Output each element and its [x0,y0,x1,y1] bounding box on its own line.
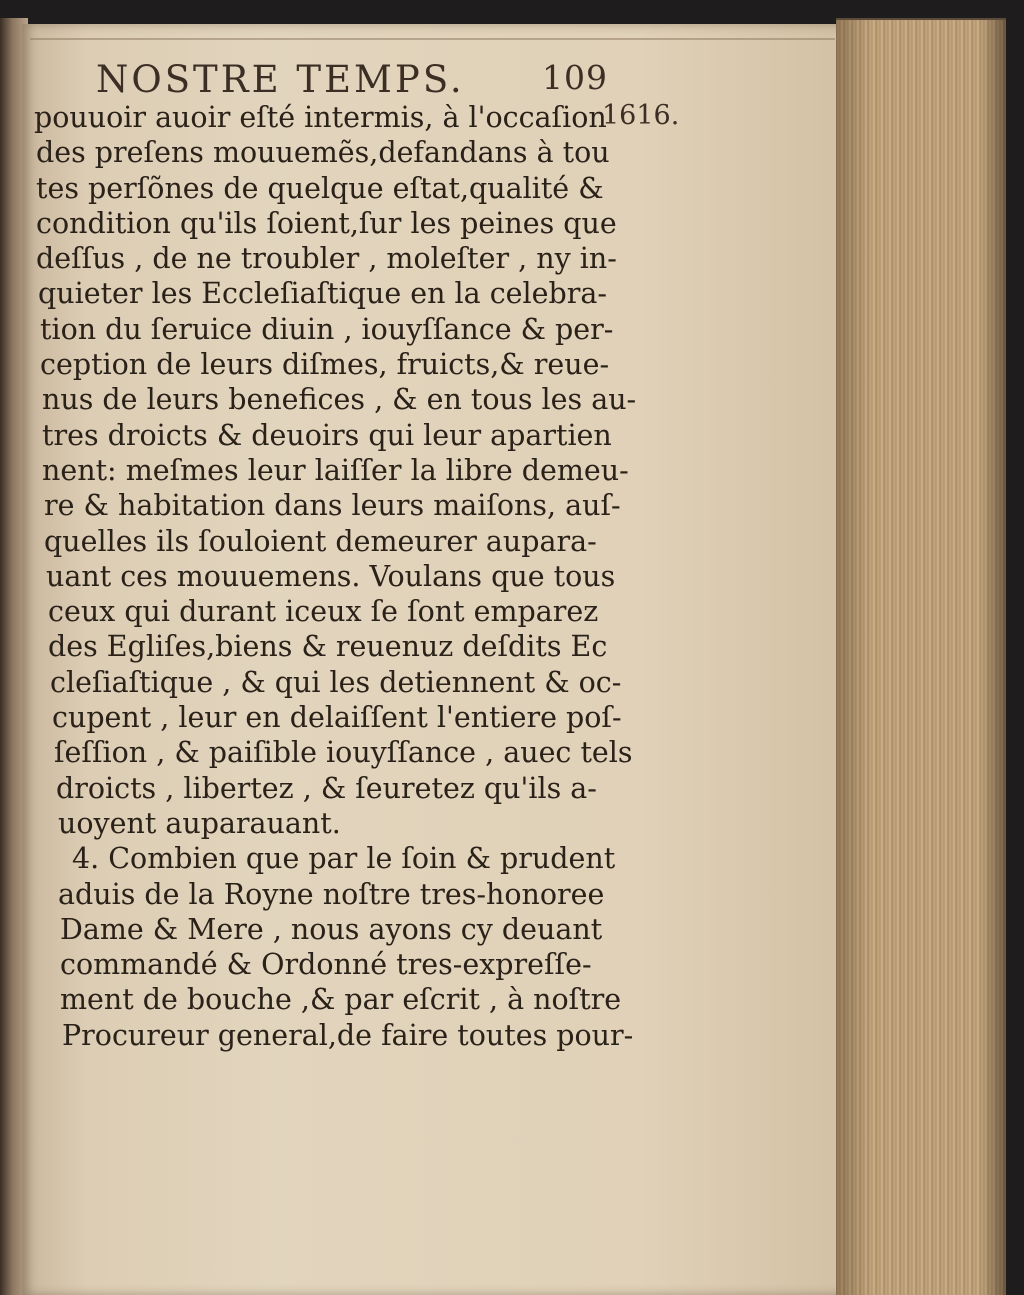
text-line [28,241,728,276]
text-line [28,418,728,453]
text-line [28,665,728,700]
text-line-content: quieter les Eccleſiaſtique en la celebra- [38,277,607,311]
text-line [28,171,728,206]
text-line-content: tes perſõnes de quelque eſtat,qualité & [36,171,604,205]
text-line [28,735,728,770]
text-line-content: des preſens mouuemẽs,defandans à tou [36,136,610,170]
text-line-content: tion du ſeruice diuin , iouyſſance & per- [40,312,614,346]
text-line-content: condition qu'ils ſoient,ſur les peines que [36,206,617,240]
text-line [28,947,728,982]
text-line [28,771,728,806]
text-line-content: quelles ils ſouloient demeurer aupara- [44,524,597,558]
text-line-content: commandé & Ordonné tres-expreſſe- [60,948,592,982]
text-line [28,982,728,1017]
text-line [28,206,728,241]
text-line-content: ception de leurs diſmes, fruicts,& reue- [40,348,610,382]
page-number: 109 [542,58,608,97]
text-line [28,135,728,170]
text-line-content: nent: meſmes leur laiſſer la libre demeu- [42,453,629,487]
text-line [28,700,728,735]
text-line [28,312,728,347]
text-line-content: nus de leurs benefices , & en tous les au- [42,383,637,417]
text-line-content: ſeſſion , & paiſible iouyſſance , auec tels [54,736,633,770]
page-top-rule [30,38,835,40]
text-line-content: ceux qui durant iceux ſe ſont emparez [48,595,599,629]
text-line-content: cleſiaſtique , & qui les detiennent & oc- [50,665,622,699]
text-line [28,524,728,559]
text-line [28,594,728,629]
text-line-content: uoyent auparauant. [58,806,341,840]
text-line [28,382,728,417]
text-line [28,488,728,523]
text-line-content: re & habitation dans leurs maiſons, auſ- [44,489,621,523]
text-line [28,806,728,841]
text-line [28,559,728,594]
text-line-content: Dame & Mere , nous ayons cy deuant [60,912,603,946]
text-line-content: droicts , libertez , & ſeuretez qu'ils a- [56,771,597,805]
text-line [28,1018,728,1053]
fore-edge-shadow [836,20,1006,1295]
text-line-content: cupent , leur en delaiſſent l'entiere poſ- [52,701,622,735]
text-line [28,841,728,876]
text-line-content: 4. Combien que par le ſoin & prudent [72,842,616,876]
text-line [28,877,728,912]
page-header [96,58,636,102]
text-line [28,629,728,664]
text-line-content: pouuoir auoir eſté intermis, à l'occaſion [34,101,607,134]
margin-note-year: 1616. [602,100,680,131]
text-line [28,347,728,382]
text-line [28,276,728,311]
text-line-content: ment de bouche ,& par eſcrit , à noſtre [60,983,622,1017]
text-line-content: deſſus , de ne troubler , moleſter , ny in- [36,242,617,276]
body-text [28,100,728,1053]
running-title: NOSTRE TEMPS. [96,58,465,101]
text-line-content: tres droicts & deuoirs qui leur apartien [42,418,612,452]
text-line [28,100,728,135]
text-line-content: Procureur general,de faire toutes pour- [62,1018,634,1052]
text-line-content: des Egliſes,biens & reuenuz deſdits Ec [48,630,608,664]
text-line [28,453,728,488]
text-line-content: uant ces mouuemens. Voulans que tous [46,559,616,593]
text-line-content: aduis de la Royne noſtre tres-honoree [58,877,605,911]
text-line [28,912,728,947]
